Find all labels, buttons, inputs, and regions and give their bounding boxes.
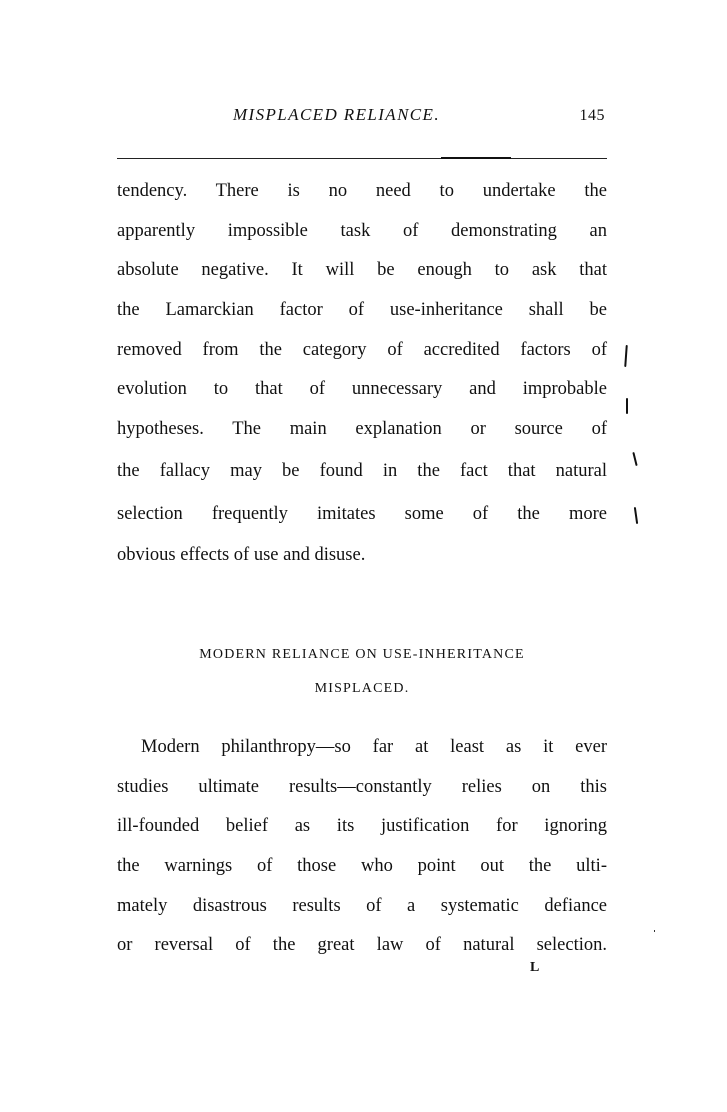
text-line: or reversal of the great law of natural selection. xyxy=(117,935,607,956)
header-rule xyxy=(117,158,607,159)
scan-speck xyxy=(654,930,655,932)
text-line: studies ultimate results—constantly relies on this xyxy=(117,776,607,797)
text-line: tendency. There is no need to undertake the xyxy=(117,181,607,201)
section-heading-line-1: MODERN RELIANCE ON USE-INHERITANCE xyxy=(199,647,525,662)
text-line: ill-founded belief as its justification for ignoring xyxy=(117,816,607,837)
margin-scan-mark xyxy=(634,507,638,524)
text-line: evolution to that of unnecessary and improbable xyxy=(117,379,607,400)
text-line: the fallacy may be found in the fact that natural xyxy=(117,460,607,481)
paragraph-1 xyxy=(117,172,607,576)
section-heading-line-2: MISPLACED. xyxy=(314,681,410,696)
text-line: mately disastrous results of a systematic defiance xyxy=(117,895,607,916)
text-line: apparently impossible task of demonstrating an xyxy=(117,220,607,241)
running-title: MISPLACED RELIANCE. xyxy=(233,105,440,124)
text-line: the warnings of those who point out the ulti- xyxy=(117,856,607,877)
text-line: absolute negative. It will be enough to ask that xyxy=(117,260,607,281)
paragraph-2 xyxy=(117,728,607,966)
running-head xyxy=(117,105,607,129)
margin-scan-mark xyxy=(626,398,628,414)
text-line: Modern philanthropy—so far at least as it ever xyxy=(141,737,607,757)
text-line: removed from the category of accredited factors of xyxy=(117,339,607,360)
margin-scan-mark xyxy=(624,345,628,367)
margin-scan-mark xyxy=(632,452,637,466)
signature-mark: L xyxy=(530,960,540,975)
text-line: selection frequently imitates some of the more xyxy=(117,503,607,524)
page-number: 145 xyxy=(579,107,605,124)
header-rule-thick-segment xyxy=(441,157,511,159)
text-line: the Lamarckian factor of use-inheritance shall be xyxy=(117,300,607,321)
text-line: hypotheses. The main explanation or source of xyxy=(117,419,607,440)
text-line: obvious effects of use and disuse. xyxy=(117,544,366,565)
